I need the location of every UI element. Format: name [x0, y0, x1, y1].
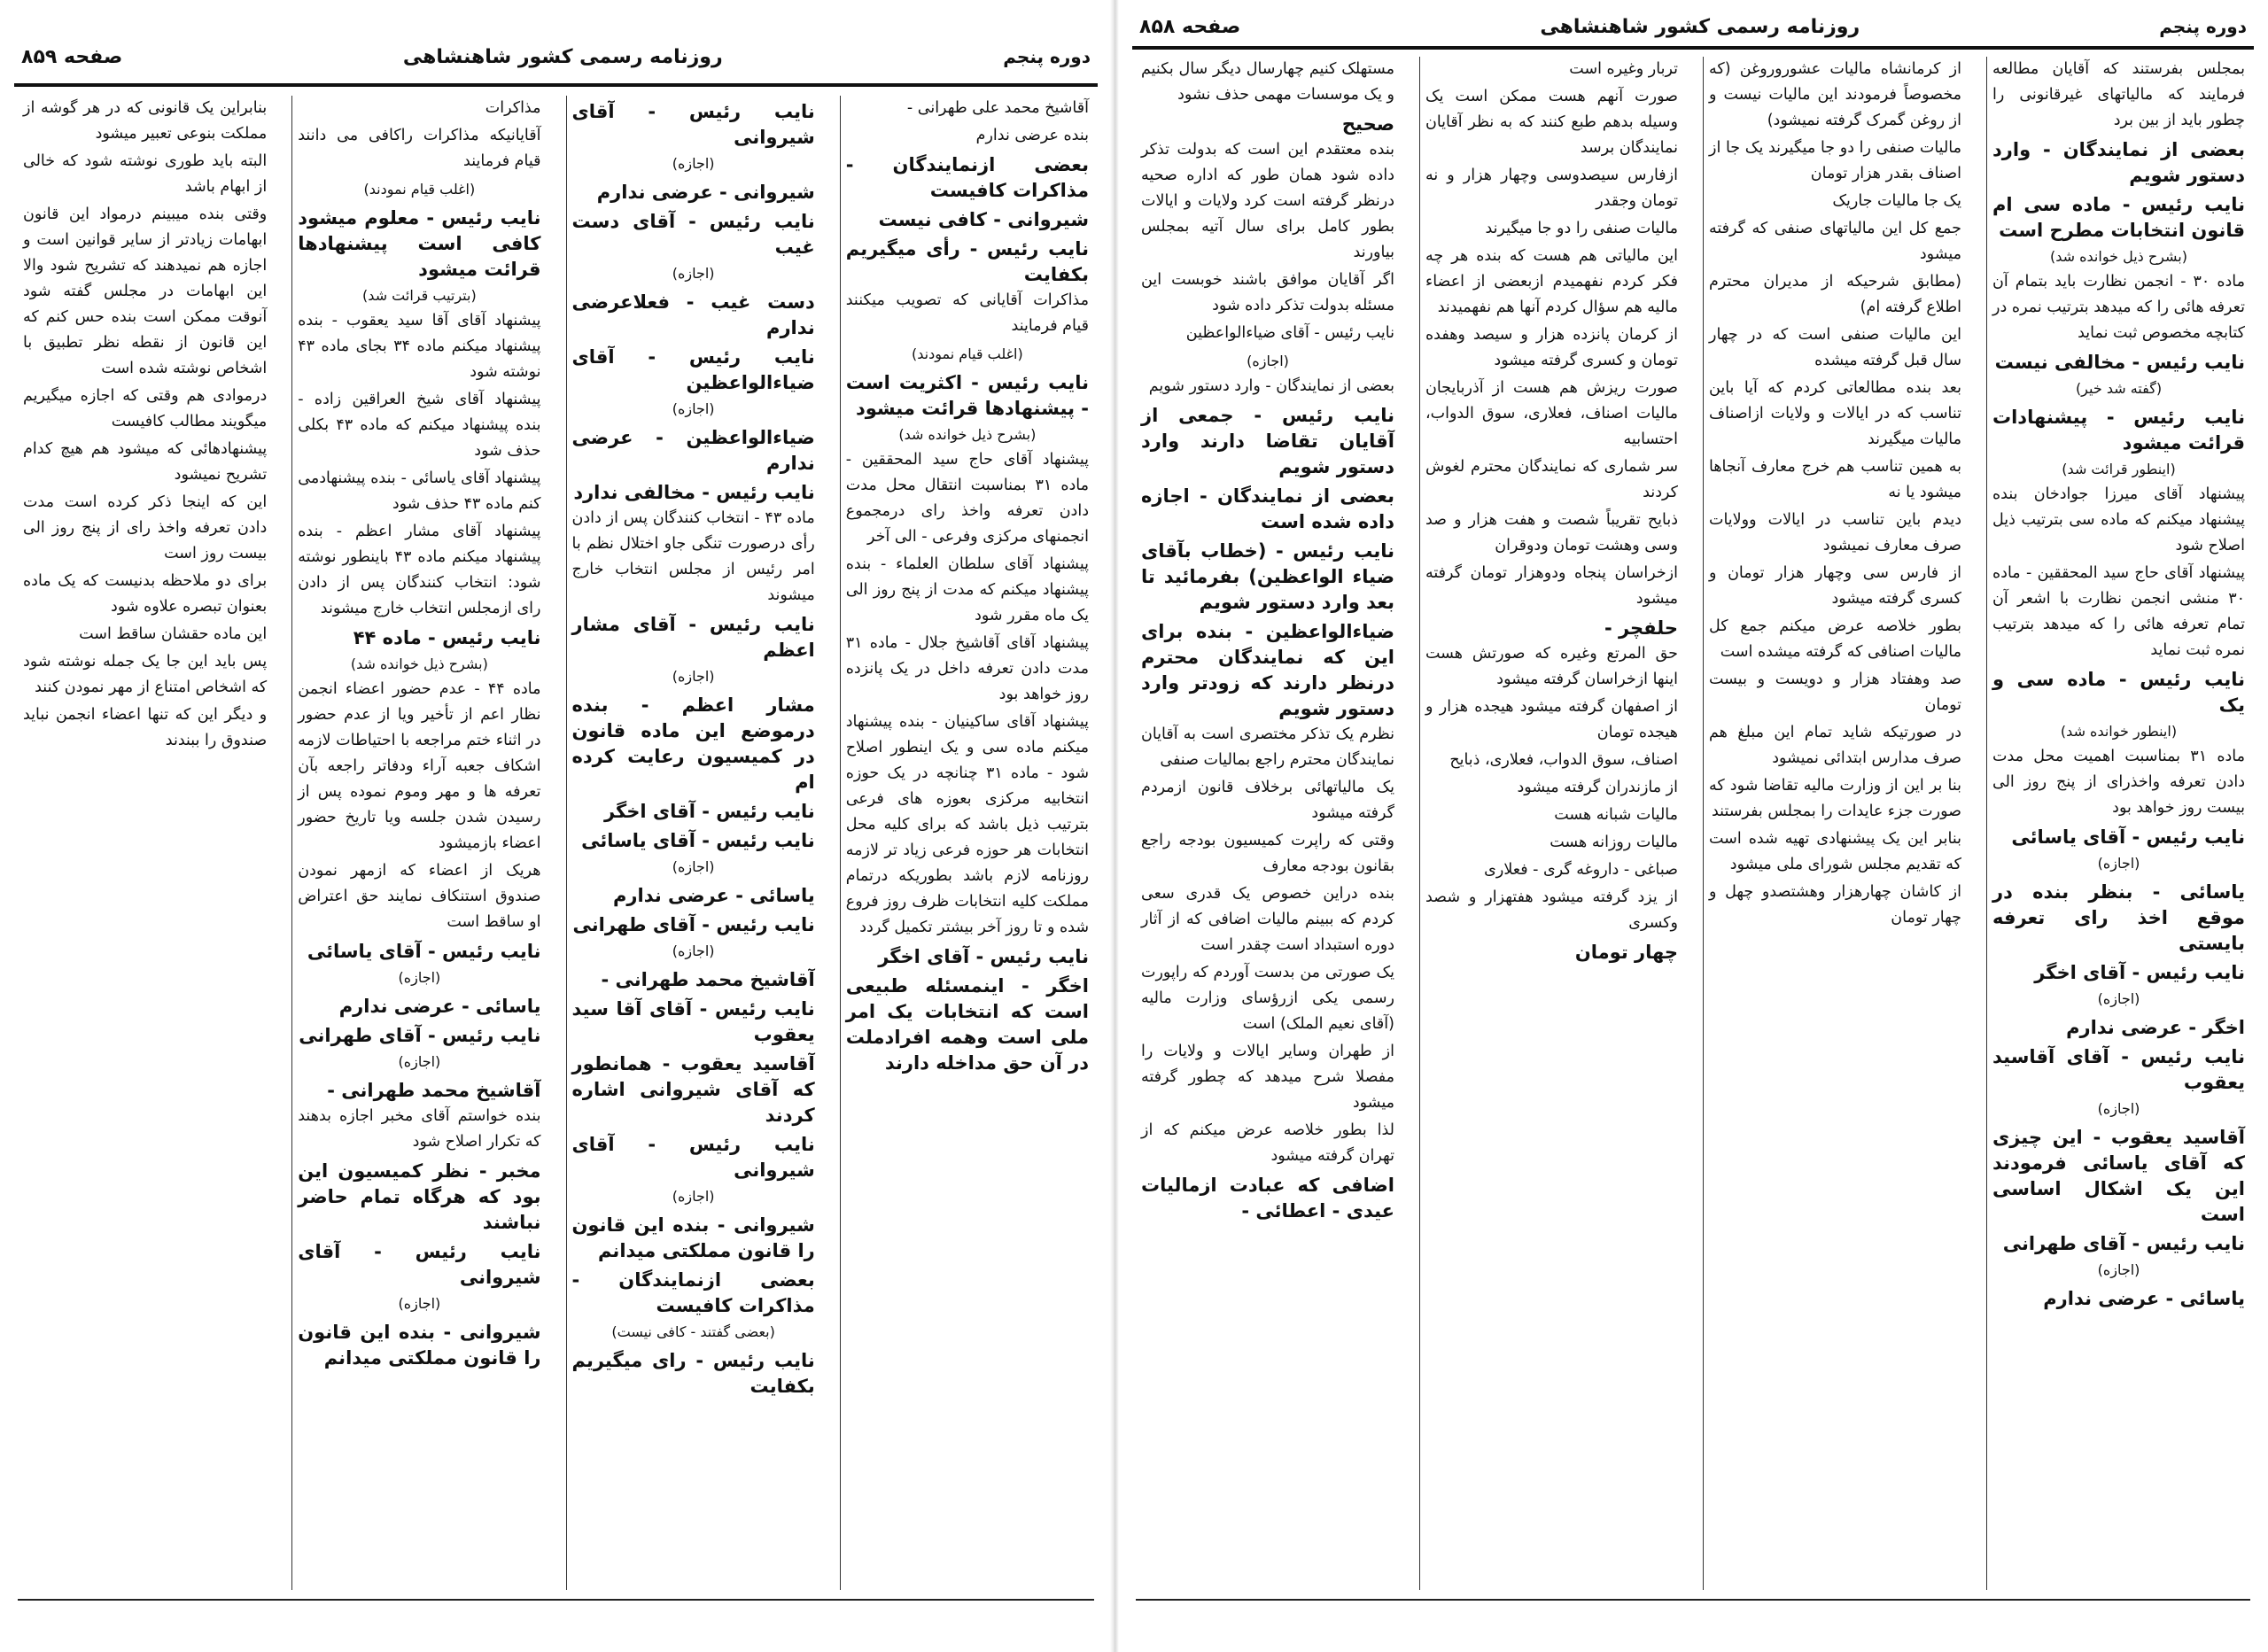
parenthetical-note: (بشرح ذیل خوانده شد)	[350, 655, 488, 672]
text-column	[840, 96, 1094, 1590]
speaker-line: نایب رئیس - مخالفی نیست	[1994, 352, 2245, 373]
speaker-line: نایب رئیس - ماده سی و یک	[1992, 669, 2245, 716]
text-column	[566, 96, 820, 1590]
paragraph: بنده معتقدم این است که بدولت تذکر داده شود همان طور که اداره صحیه درنظر گرفته است کرد ولایات و ایالات بطور کامل برای سال آتیه بمجلس بیاورند	[1141, 141, 1394, 261]
paragraph: این مالیاتی هم هست که بنده هر چه فکر کردم نفهمیدم ازبعضی از اعضاء مالیه هم سؤال کردم آنها هم نفهمیدند	[1425, 247, 1678, 316]
paragraph: پیشنهاد آقای یاسائی - بنده پیشنهادمی کنم ماده ۴۳ حذف شود	[298, 469, 541, 513]
parenthetical-note: (اجازه)	[1247, 353, 1289, 369]
paragraph: البته باید طوری نوشته شود که خالی از ابهام باشد	[23, 152, 268, 196]
paragraph: یک صورتی من بدست آوردم که راپورت رسمی یکی ازرؤسای وزارت مالیه (آقای نعیم الملک) است	[1141, 964, 1394, 1033]
paragraph: ازفارس سیصدوسی وچهار هزار و نه تومان وجقدر	[1425, 167, 1678, 210]
speaker-line: ضیاءالواعظین - عرضی ندارم	[571, 427, 815, 474]
parenthetical-note: (اجازه)	[672, 668, 715, 685]
paragraph: لذا بطور خلاصه عرض میکنم که از تهران گرفته میشود	[1141, 1121, 1394, 1165]
speaker-line: نایب رئیس - آقای طهرانی	[572, 914, 815, 935]
paragraph: آقایانیکه مذاکرات راکافی می دانند قیام فرمایند	[298, 127, 541, 170]
speaker-line: نایب رئیس - آقای اخگر	[2034, 962, 2245, 983]
parenthetical-note: (بترتیب قرائت شد)	[362, 287, 477, 304]
paragraph: مستهلک کنیم چهارسال دیگر سال بکنیم و یک موسسات مهمی حذف نشود	[1141, 60, 1394, 104]
parenthetical-note: (اجازه)	[398, 969, 441, 986]
paragraph: از طهران وسایر ایالات و ولایات را مفصلا شرح میدهد که چطور گرفته میشود	[1141, 1043, 1394, 1112]
speaker-line: نایب رئیس - آقای شیروانی	[298, 1241, 541, 1288]
parenthetical-note: (اجازه)	[2097, 1100, 2140, 1117]
paragraph: از کرمانشاه مالیات عشوروروغن (که مخصوصاً فرمودند این مالیات نیست و از روغن گمرک گرفته نمیشود)	[1709, 60, 1961, 129]
paragraph: از فارس سی وچهار هزار تومان و کسری گرفته میشود	[1709, 564, 1961, 608]
paragraph: صباغی - داروغه گری - فعلاری	[1484, 861, 1678, 879]
speaker-line: بعضی ازنمایندگان - مذاکرات کافیست	[845, 154, 1089, 201]
paragraph: ازخراسان پنجاه ودوهزار تومان گرفته میشود	[1425, 564, 1678, 608]
paragraph: (مطابق شرحیکه از مدیران محترم اطلاع گرفته ام)	[1709, 273, 1961, 316]
footer-rule	[18, 1599, 1094, 1601]
parenthetical-note: (اجازه)	[2097, 1261, 2140, 1278]
speaker-line: نایب رئیس - آقای یاسائی	[307, 941, 541, 962]
paragraph: صد وهفتاد هزار و دویست و بیست تومان	[1709, 671, 1961, 714]
page-header	[0, 35, 1112, 78]
paragraph: این که اینجا ذکر کرده است مدت دادن تعرفه واخذ رای از پنج روز الی بیست روز است	[23, 493, 268, 562]
paragraph: نظرم یک تذکر مختصری است به آقایان نمایندگان محترم راجع بمالیات صنفی	[1141, 725, 1394, 769]
speaker-line: نایب رئیس - اکثریت است - پیشنهادها قرائت میشود	[845, 372, 1089, 419]
paragraph: پیشنهاد آقای مشار اعظم - بنده پیشنهاد میکنم ماده ۴۳ باینطور نوشته شود: انتخاب کنندگان پس از دادن رای ازمجلس انتخاب خارج میشوند	[298, 523, 541, 617]
paragraph: دیدم باین تناسب در ایالات وولایات صرف معارف نمیشود	[1709, 511, 1961, 555]
paragraph: پیشنهاد آقای ساکینیان - بنده پیشنهاد میکنم ماده سی و یک اینطور اصلاح شود - ماده ۳۱ چنانچه در یک حوزه انتخابیه مرکزی بعوزه های فرعی بترتیب ذیل باشد که برای کلیه محل انتخابات هر حوزه فرعی زیاد تر لازمه روزنامه لازم باشد بطوریکه درتمام مملکت کلیه انتخابات ظرف روز فروع شده و تا روز آخر بیشتر تکمیل گردد	[845, 713, 1089, 936]
paragraph: بنابر این یک پیشنهادی تهیه شده است که تقدیم مجلس شورای ملی میشود	[1709, 830, 1961, 873]
speaker-line: آقاسید یعقوب - این چیزی که آقای یاسائی فرمودند این یک اشکال اساسی است	[1992, 1127, 2245, 1225]
paragraph: بعضی از نمایندگان - وارد دستور شویم	[1148, 377, 1394, 395]
paragraph: پیشنهاد آقای آقاشیخ جلال - ماده ۳۱ مدت دادن تعرفه داخل در یک پانزده روز خواهد بود	[845, 634, 1089, 703]
paragraph: وقتی بنده میبینم درمواد این قانون ابهامات زیادتر از سایر قوانین است و اجازه هم نمیدهند که تشریح شود والا این ابهامات در مجلس گفته شود آنوقت ممکن است بنده حس کنم که این قانون از نقطه نظر تطبیق با اشخاص نوشته شده است	[23, 206, 268, 377]
page-number: صفحه ۸۵۹	[21, 45, 123, 68]
paragraph: بطور خلاصه عرض میکنم جمع کل مالیات اصنافی که گرفته میشده است	[1709, 617, 1961, 661]
parenthetical-note: (اجازه)	[2097, 855, 2140, 872]
paragraph: یک مالیاتهائی برخلاف قانون ازمردم گرفته میشود	[1141, 779, 1394, 822]
paragraph: نایب رئیس - آقای ضیاءالواعظین	[1185, 324, 1394, 342]
paragraph: اصناف، سوق الدواب، فعلاری، ذبایح	[1449, 751, 1678, 769]
paragraph: بنا بر این از وزارت مالیه تقاضا شود که صورت جزء عایدات را بمجلس بفرستند	[1709, 777, 1961, 820]
speaker-line: یاسائی - عرضی ندارم	[613, 885, 815, 906]
paragraph: ماده ۴۳ - انتخاب کنندگان پس از دادن رأی درصورت تنگی جاو اختلال نظم با امر رئیس از مجلس انتخاب خارج میشوند	[571, 509, 815, 604]
paragraph: به همین تناسب هم خرج معارف آنجاها میشود یا نه	[1709, 458, 1961, 501]
text-column	[1703, 57, 1967, 1590]
speaker-line: نایب رئیس - (خطاب بآقای ضیاء الواعظین) بفرمائید تا بعد وارد دستور شویم	[1141, 540, 1394, 613]
speaker-line: حلفچر -	[1604, 617, 1678, 639]
paragraph: در صورتیکه شاید تمام این مبلغ هم صرف مدارس ابتدائی نمیشود	[1709, 724, 1961, 767]
speaker-line: بعضی از نمایندگان - وارد دستور شویم	[1992, 139, 2245, 186]
paragraph: پیشنهادهائی که میشود هم هیچ کدام تشریح نمیشود	[23, 440, 268, 484]
speaker-line: یاسائی - عرضی ندارم	[2043, 1288, 2245, 1309]
paragraph: تربار وغیره است	[1569, 60, 1678, 78]
speaker-line: نایب رئیس - آقای ضیاءالواعظین	[571, 346, 815, 393]
paragraph: پیشنهاد آقای میرزا جوادخان بنده پیشنهاد میکنم که ماده سی بترتیب ذیل اصلاح شود	[1992, 485, 2245, 555]
paragraph: بنده دراین خصوص یک قدری سعی کردم که ببینم مالیات اضافی که از آثار دوره استبداد است چقدر است	[1141, 885, 1394, 954]
speaker-line: نایب رئیس - پیشنهادات قرائت میشود	[1992, 407, 2245, 454]
paragraph: پیشنهاد آقای سلطان العلماء - بنده پیشنهاد میکنم که مدت از پنج روز الی یک ماه مقرر شود	[845, 555, 1089, 624]
newspaper-title: روزنامه رسمی کشور شاهنشاهی	[1540, 15, 1860, 38]
paragraph: مذاکرات	[485, 99, 541, 117]
parenthetical-note: (اجازه)	[672, 155, 715, 172]
speaker-line: شیروانی - بنده این قانون را قانون مملکتی میدانم	[298, 1322, 541, 1369]
paragraph: مالیات روزانه هست	[1550, 834, 1678, 851]
paragraph: حق المرتع وغیره که صورتش هست اینها ازخراسان گرفته میشود	[1425, 645, 1678, 688]
parenthetical-note: (اجازه)	[672, 265, 715, 282]
paragraph: بنده خواستم آقای مخبر اجازه بدهند که تکرار اصلاح شود	[298, 1107, 541, 1151]
parenthetical-note: (اغلب قیام نمودند)	[912, 345, 1023, 362]
parenthetical-note: (اجازه)	[672, 858, 715, 875]
paragraph: مالیات صنفی را دو جا میگیرند	[1485, 220, 1678, 237]
speaker-line: نایب رئیس - آقای اخگر	[878, 946, 1089, 967]
paragraph: صورت ریزش هم هست از آذربایجان مالیات اصناف، فعلاری، سوق الدواب، احتسابیه	[1425, 379, 1678, 448]
paragraph: از کاشان چهارهزار وهشتصدو چهل و چهار تومان	[1709, 883, 1961, 927]
speaker-line: اضافی که عبادت ازمالیات عیدی - اعطائی -	[1141, 1175, 1394, 1222]
speaker-line: مخبر - نظر کمیسیون این بود که هرگاه تمام حاضر نباشند	[298, 1160, 541, 1233]
speaker-line: اخگر - عرضی ندارم	[2066, 1017, 2245, 1038]
paragraph: و دیگر این که تنها اعضاء انجمن نباید صندوق را ببندند	[23, 706, 268, 749]
parenthetical-note: (اجازه)	[2097, 990, 2140, 1007]
paragraph: این ماده حقشان ساقط است	[79, 625, 268, 643]
text-column	[18, 96, 272, 1590]
parenthetical-note: (اجازه)	[672, 1188, 715, 1205]
text-column	[291, 96, 546, 1590]
paragraph: ماده ۴۴ - عدم حضور اعضاء انجمن نظار اعم از تأخیر ویا از عدم حضور در اثناء ختم مراجعه با احتیاطات لازمه اشکاف جعبه آراء ودفاتر راجعه بآن تعرفه ها و مهر وموم نموده پس از رسیدن شدن جلسه ویا تاریخ حضور اعضاء بازمیشود	[298, 680, 541, 852]
footer-rule	[1136, 1599, 2250, 1601]
speaker-line: نایب رئیس - آقای طهرانی	[2002, 1233, 2245, 1254]
speaker-line: نایب رئیس - آقای طهرانی	[299, 1025, 541, 1046]
paragraph: مذاکرات آقایانی که تصویب میکنند قیام فرمایند	[845, 291, 1089, 335]
speaker-line: نایب رئیس - آقای یاسائی	[581, 830, 815, 851]
paragraph: از اصفهان گرفته میشود هیجده هزار و هیجده تومان	[1425, 698, 1678, 741]
page-number: صفحه ۸۵۸	[1139, 15, 1241, 38]
speaker-line: نایب رئیس - آقای آقاسید یعقوب	[1992, 1046, 2245, 1093]
paragraph: صورت آنهم هست ممکن است یک وسیله بدهم طبع کنند که به نظر آقایان نمایندگان برسد	[1425, 88, 1678, 157]
paragraph: برای دو ملاحظه بدنیست که یک ماده بعنوان تبصره علاوه شود	[23, 572, 268, 616]
paragraph: پس باید این جا یک جمله نوشته شود که اشخاص امتناع از مهر نمودن کنند	[23, 653, 268, 696]
paragraph: مالیات شبانه هست	[1554, 806, 1678, 824]
speaker-line: نایب رئیس - آقای یاسائی	[2011, 826, 2245, 848]
parenthetical-note: (اغلب قیام نمودند)	[363, 181, 476, 198]
period-label: دوره پنجم	[1003, 46, 1091, 67]
paragraph: هریک از اعضاء که ازمهر نمودن صندوق استنکاف نمایند حق اعتراض او ساقط است	[298, 862, 541, 931]
speaker-line: نایب رئیس - مخالفی ندارد	[573, 482, 815, 503]
speaker-line: بعضی ازنمایندگان - مذاکرات کافیست	[571, 1269, 815, 1316]
speaker-line: آقاشیخ محمد طهرانی -	[601, 969, 815, 990]
paragraph: یک جا مالیات جاریک	[1832, 192, 1961, 210]
speaker-line: شیروانی - عرضی ندارم	[596, 182, 815, 203]
speaker-line: نایب رئیس - ماده سی ام قانون انتخابات مطرح است	[1992, 194, 2245, 241]
speaker-line: دست غیب - فعلاعرضی ندارم	[571, 291, 815, 338]
header-rule	[1132, 46, 2254, 50]
paragraph: سر شماری که نمایندگان محترم لغوش کردند	[1425, 458, 1678, 501]
paragraph: بمجلس بفرستند که آقایان مطالعه فرمایند که مالیاتهای غیرقانونی را چطور باید از بین برد	[1992, 60, 2245, 129]
parenthetical-note: (اجازه)	[398, 1053, 441, 1070]
speaker-line: نایب رئیس - جمعی از آقایان تقاضا دارند وارد دستور شویم	[1141, 405, 1394, 477]
paragraph: ماده ۳۰ - انجمن نظارت باید بتمام آن تعرفه هائی را که میدهد بترتیب نمره در کتابچه مخصوص ثبت نماید	[1992, 273, 2245, 342]
speaker-line: مشار اعظم - بنده درموضع این ماده قانون در کمیسیون رعایت کرده ام	[571, 694, 815, 793]
parenthetical-note: (اجازه)	[398, 1295, 441, 1312]
speaker-line: نایب رئیس - رای میگیریم بکفایت	[571, 1350, 815, 1397]
parenthetical-note: (گفته شد خیر)	[2075, 380, 2163, 397]
speaker-line: یاسائی - بنظر بنده در موقع اخذ رای تعرفه بایستی	[1992, 881, 2245, 954]
newspaper-title: روزنامه رسمی کشور شاهنشاهی	[402, 45, 723, 68]
parenthetical-note: (اینطور قرائت شد)	[2062, 461, 2176, 477]
paragraph: آقاشیخ محمد علی طهرانی -	[906, 99, 1089, 117]
paragraph: مالیات صنفی را دو جا میگیرند یک جا از اصناف بقدر هزار تومان	[1709, 139, 1961, 182]
speaker-line: نایب رئیس - آقای مشار اعظم	[571, 614, 815, 661]
speaker-line: شیروانی - کافی نیست	[878, 209, 1089, 230]
paragraph: وقتی که راپرت کمیسیون بودجه راجع بقانون بودجه معارف	[1141, 832, 1394, 875]
speaker-line: آقاسید یعقوب - همانطور که آقای شیروانی اشاره کردند	[571, 1053, 815, 1126]
text-column	[1986, 57, 2250, 1590]
speaker-line: نایب رئیس - آقای شیروانی	[571, 1134, 815, 1181]
speaker-line: نایب رئیس - معلوم میشود کافی است پیشنهادها قرائت میشود	[298, 207, 541, 280]
parenthetical-note: (بشرح ذیل خوانده شد)	[898, 426, 1037, 443]
text-column	[1419, 57, 1683, 1590]
paragraph: بنده عرضی ندارم	[975, 127, 1089, 144]
text-column	[1136, 57, 1400, 1590]
speaker-line: چهار تومان	[1574, 942, 1678, 963]
header-rule	[14, 83, 1098, 87]
speaker-line: صحیح	[1341, 113, 1394, 135]
paragraph: جمع کل این مالیاتهای صنفی که گرفته میشود	[1709, 220, 1961, 263]
speaker-line: نایب رئیس - آقای شیروانی	[571, 101, 815, 148]
paragraph: از مازندران گرفته میشود	[1517, 779, 1678, 796]
speaker-line: بعضی از نمایندگان - اجازه داده شده است	[1141, 485, 1394, 532]
paragraph: از کرمان پانزده هزار و سیصد وهفده تومان و کسری گرفته میشود	[1425, 326, 1678, 369]
paragraph: پیشنهاد آقای شیخ العراقین زاده - بنده پیشنهاد میکنم که ماده ۴۳ بکلی حذف شود	[298, 391, 541, 460]
paragraph: بنابراین یک قانونی که در هر گوشه از مملکت بنوعی تعبیر میشود	[23, 99, 268, 143]
speaker-line: اخگر - اینمسئله طبیعی است که انتخابات یک امر ملی است وهمه افرادملت در آن حق مداخله دارند	[845, 975, 1089, 1074]
right-newspaper-page	[1118, 0, 2268, 1652]
speaker-line: نایب رئیس - آقای اخگر	[603, 801, 815, 822]
text-columns	[18, 96, 1094, 1590]
paragraph: پیشنهاد آقای آقا سید یعقوب - بنده پیشنهاد میکنم ماده ۳۴ بجای ماده ۴۳ نوشته شود	[298, 312, 541, 381]
paragraph: اگر آقایان موافق باشند خوبست این مسئله بدولت تذکر داده شود	[1141, 271, 1394, 314]
speaker-line: شیروانی - بنده این قانون را قانون مملکتی میدانم	[571, 1214, 815, 1261]
period-label: دوره پنجم	[2159, 16, 2247, 37]
left-newspaper-page	[0, 0, 1112, 1652]
paragraph: بعد بنده مطالعاتی کردم که آیا باین تناسب که در ایالات و ولایات ازاصناف مالیات میگیرند	[1709, 379, 1961, 448]
speaker-line: نایب رئیس - آقای دست غیب	[571, 211, 815, 258]
speaker-line: آقاشیخ محمد طهرانی -	[327, 1080, 541, 1101]
parenthetical-note: (اینطور خوانده شد)	[2060, 723, 2178, 740]
paragraph: از یزد گرفته میشود هفتهزار و شصد وکسری	[1425, 888, 1678, 932]
paragraph: این مالیات صنفی است که در چهار سال قبل گرفته میشده	[1709, 326, 1961, 369]
paragraph: پیشنهاد آقای حاج سید المحققین - ماده ۳۰ منشی انجمن نظارت با اشعر آن تمام تعرفه هائی را که میدهد بترتیب نمره ثبت نماید	[1992, 564, 2245, 659]
parenthetical-note: (اجازه)	[672, 400, 715, 417]
page-header	[1118, 5, 2268, 48]
speaker-line: ضیاءالواعظین - بنده برای این که نمایندگان محترم درنظر دارند که زودتر وارد دستور شویم	[1141, 621, 1394, 719]
paragraph: پیشنهاد آقای حاج سید المحققین - ماده ۳۱ بمناسبت انتقال محل مدت دادن تعرفه واخذ رای درمجموع انجمنهای مرکزی وفرعی - الی آخر	[845, 451, 1089, 546]
paragraph: ذبایح تقریباً شصت و هفت هزار و صد وسی وهشت تومان ودوقران	[1425, 511, 1678, 555]
speaker-line: نایب رئیس - آقای آقا سید یعقوب	[571, 998, 815, 1045]
text-columns	[1136, 57, 2250, 1590]
parenthetical-note: (بشرح ذیل خوانده شد)	[2050, 248, 2187, 265]
parenthetical-note: (بعضی گفتند - کافی نیست)	[611, 1323, 775, 1340]
speaker-line: یاسائی - عرضی ندارم	[338, 996, 541, 1017]
parenthetical-note: (اجازه)	[672, 942, 715, 959]
paragraph: ماده ۳۱ بمناسبت اهمیت محل مدت دادن تعرفه واخذرای از پنج روز الی بیست روز خواهد بود	[1992, 748, 2246, 817]
speaker-line: نایب رئیس - رأی میگیریم بکفایت	[845, 238, 1089, 285]
paragraph: درموادی هم وقتی که اجازه میگیریم میگویند مطالب کافیست	[23, 387, 268, 430]
speaker-line: نایب رئیس - ماده ۴۴	[353, 627, 541, 648]
